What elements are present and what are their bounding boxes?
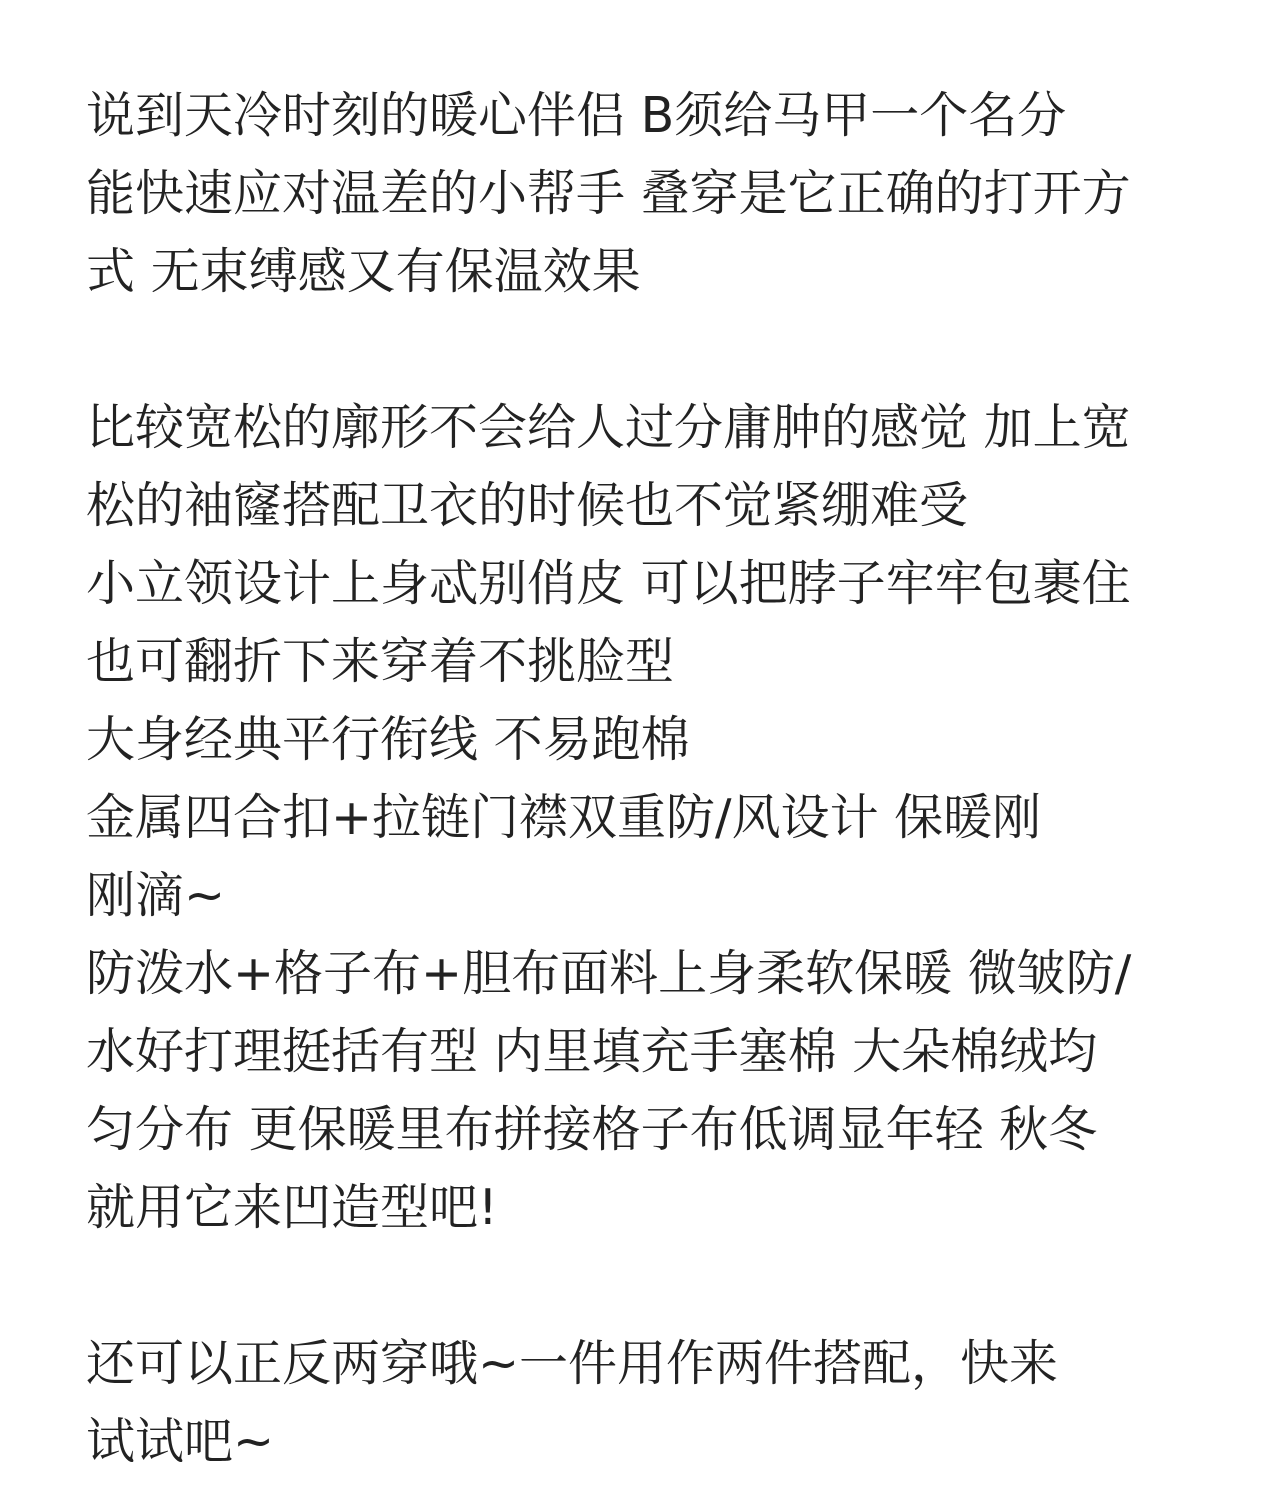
text-line: 比较宽松的廓形不会给人过分庸肿的感觉 加上宽 xyxy=(86,399,1131,456)
paragraph-2 xyxy=(86,389,1196,1247)
text-line: 还可以正反两穿哦~一件用作两件搭配，快来 xyxy=(86,1335,1059,1392)
text-line: 就用它来凹造型吧! xyxy=(86,1179,498,1236)
text-line: 刚滴~ xyxy=(86,867,226,924)
paragraph-spacer xyxy=(86,1247,1196,1325)
text-line: 防泼水+格子布+胆布面料上身柔软保暖 微皱防/ xyxy=(86,945,1132,1002)
text-line: 水好打理挺括有型 内里填充手塞棉 大朵棉绒均 xyxy=(86,1023,1098,1080)
text-line: 也可翻折下来穿着不挑脸型 xyxy=(86,633,675,690)
text-line: 小立领设计上身忒别俏皮 可以把脖子牢牢包裹住 xyxy=(86,555,1131,612)
text-line: 能快速应对温差的小帮手 叠穿是它正确的打开方 xyxy=(86,165,1131,222)
post-text-body xyxy=(86,77,1196,1481)
text-line: 金属四合扣+拉链门襟双重防/风设计 保暖刚 xyxy=(86,789,1042,846)
text-line: 说到天冷时刻的暖心伴侣 B须给马甲一个名分 xyxy=(86,87,1067,144)
text-line: 式 无束缚感又有保温效果 xyxy=(86,243,641,300)
text-line: 松的袖窿搭配卫衣的时候也不觉紧绷难受 xyxy=(86,477,969,534)
paragraph-3 xyxy=(86,1325,1196,1481)
paragraph-1 xyxy=(86,77,1196,311)
text-line: 大身经典平行衔线 不易跑棉 xyxy=(86,711,690,768)
paragraph-spacer xyxy=(86,311,1196,389)
text-line: 匀分布 更保暖里布拼接格子布低调显年轻 秋冬 xyxy=(86,1101,1098,1158)
text-line: 试试吧~ xyxy=(86,1413,275,1470)
